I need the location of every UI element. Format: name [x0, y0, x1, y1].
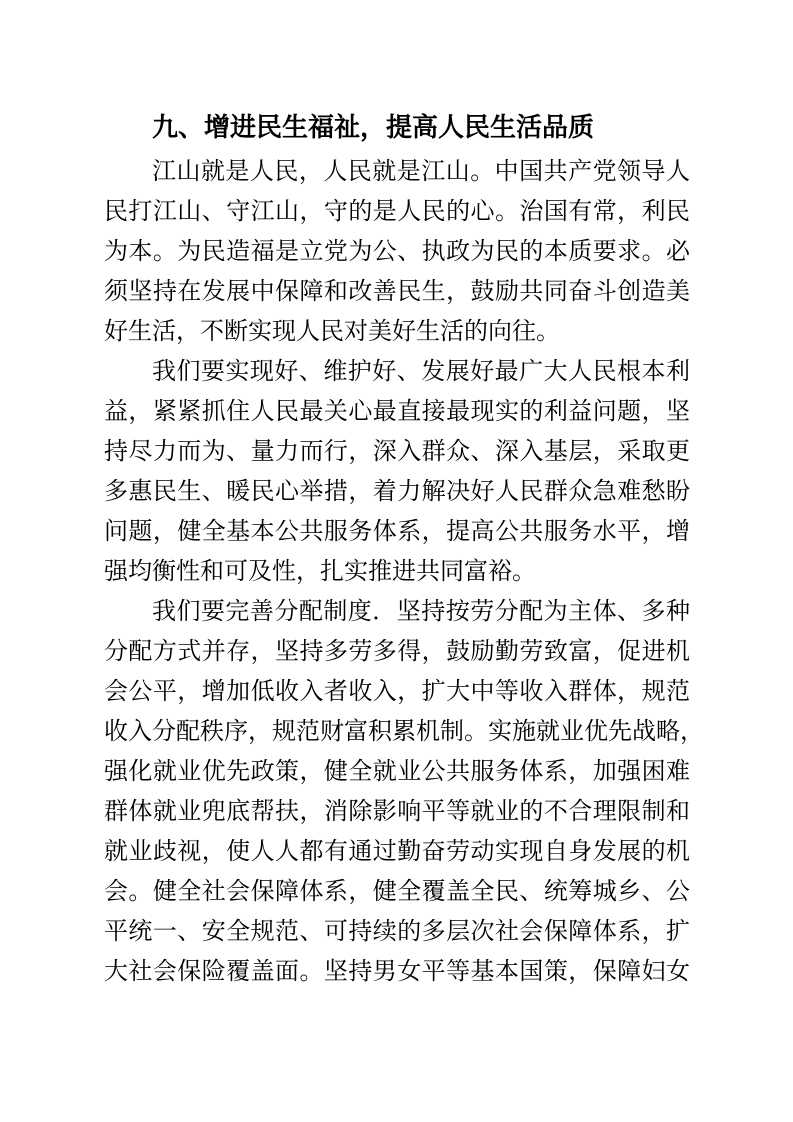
text-line: 会。健全社会保障体系，健全覆盖全民、统筹城乡、公: [104, 879, 690, 905]
section-heading: 九、增进民生福祉，提高人民生活品质: [152, 112, 595, 142]
text-line: 益，紧紧抓住人民最关心最直接最现实的利益问题，坚: [104, 399, 690, 425]
text-line: 多惠民生、暖民心举措，着力解决好人民群众急难愁盼: [104, 479, 690, 505]
text-line: 民打江山、守江山，守的是人民的心。治国有常，利民: [104, 199, 690, 225]
text-line: 平统一、安全规范、可持续的多层次社会保障体系，扩: [104, 919, 690, 945]
text-line: 好生活，不断实现人民对美好生活的向往。: [104, 319, 560, 345]
text-line: 群体就业兜底帮扶，消除影响平等就业的不合理限制和: [104, 799, 690, 825]
text-line: 会公平，增加低收入者收入，扩大中等收入群体，规范: [104, 679, 690, 705]
text-line: 收入分配秩序，规范财富积累机制。实施就业优先战略，: [104, 719, 704, 745]
text-line: 江山就是人民，人民就是江山。中国共产党领导人: [152, 159, 690, 185]
text-line: 就业歧视，使人人都有通过勤奋劳动实现自身发展的机: [104, 839, 690, 865]
text-line: 我们要完善分配制度．坚持按劳分配为主体、多种: [152, 599, 690, 625]
text-line: 大社会保险覆盖面。坚持男女平等基本国策，保障妇女: [104, 959, 690, 985]
text-line: 分配方式并存，坚持多劳多得，鼓励勤劳致富，促进机: [104, 639, 690, 665]
text-line: 须坚持在发展中保障和改善民生，鼓励共同奋斗创造美: [104, 279, 690, 305]
text-line: 为本。为民造福是立党为公、执政为民的本质要求。必: [104, 239, 690, 265]
text-line: 问题，健全基本公共服务体系，提高公共服务水平，增: [104, 519, 690, 545]
document-body: [104, 152, 704, 992]
text-line: 强化就业优先政策，健全就业公共服务体系，加强困难: [104, 759, 690, 785]
text-line: 持尽力而为、量力而行，深入群众、深入基层，采取更: [104, 439, 690, 465]
text-line: 强均衡性和可及性，扎实推进共同富裕。: [104, 559, 536, 585]
text-line: 我们要实现好、维护好、发展好最广大人民根本利: [152, 359, 690, 385]
